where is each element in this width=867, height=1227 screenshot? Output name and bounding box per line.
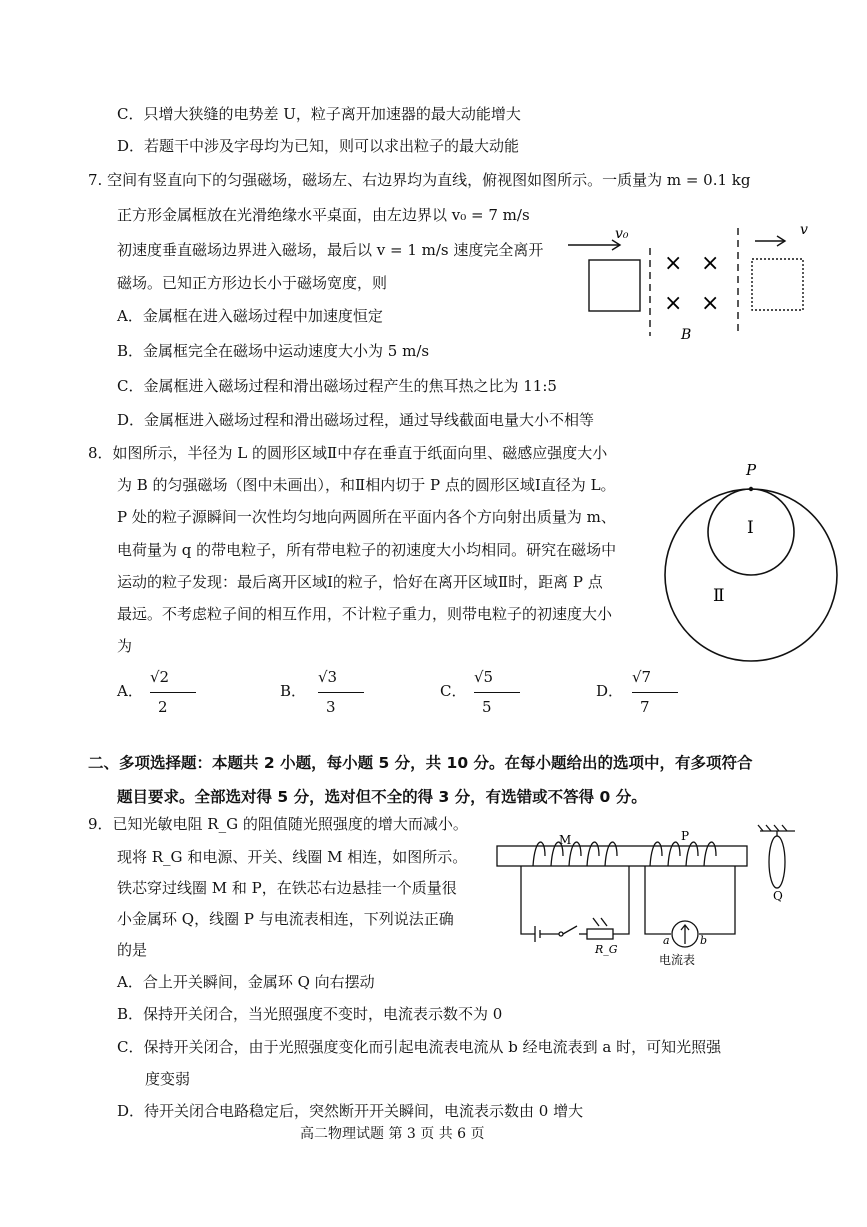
q7-option-b: B．金属框完全在磁场中运动速度大小为 5 m/s [117, 342, 430, 360]
q9-stem-line3: 铁芯穿过线圈 M 和 P，在铁芯右边悬挂一个质量很 [117, 879, 457, 897]
q7-stem-line1: 7. 空间有竖直向下的匀强磁场，磁场左、右边界均为直线，俯视图如图所示。一质量为 m = 0.1 kg [88, 171, 751, 189]
q8-stem-line6: 最远。不考虑粒子间的相互作用，不计粒子重力，则带电粒子的初速度大小 [117, 605, 613, 623]
q9-option-c-line2: 度变弱 [145, 1070, 191, 1088]
region-ii-label: Ⅱ [713, 586, 725, 606]
q8-option-a-label: A． [117, 682, 143, 700]
fraction-numerator: √2 [150, 668, 170, 686]
q9-option-d: D．待开关闭合电路稳定后，突然断开开关瞬间，电流表示数由 0 增大 [117, 1102, 584, 1120]
photoresistor-label: R_G [595, 943, 618, 956]
q7-cross-mark: × [701, 291, 720, 316]
fraction-denominator: 3 [326, 698, 336, 716]
q9-stem-line1: 9．已知光敏电阻 R_G 的阻值随光照强度的增大而减小。 [88, 815, 468, 833]
q6-option-c: C．只增大狭缝的电势差 U，粒子离开加速器的最大动能增大 [117, 105, 521, 123]
fraction-denominator: 2 [158, 698, 168, 716]
q8-stem-line1: 8．如图所示，半径为 L 的圆形区域Ⅱ中存在垂直于纸面向里、磁感应强度大小 [88, 444, 608, 462]
q9-option-c-line1: C．保持开关闭合，由于光照强度变化而引起电流表电流从 b 经电流表到 a 时，可知光照强 [117, 1038, 722, 1056]
q9-stem-line5: 的是 [117, 941, 148, 959]
q7-v0-label: v₀ [615, 226, 629, 242]
q6-option-d: D．若题干中涉及字母均为已知，则可以求出粒子的最大动能 [117, 137, 520, 155]
q7-cross-mark: × [664, 251, 683, 276]
terminal-b-label: b [700, 934, 708, 947]
q9-option-b: B．保持开关闭合，当光照强度不变时，电流表示数不为 0 [117, 1005, 503, 1023]
q7-b-label: B [681, 327, 692, 343]
q7-stem-line4: 磁场。已知正方形边长小于磁场宽度，则 [117, 274, 388, 292]
q7-v-label: v [800, 222, 808, 238]
q8-stem-line4: 电荷量为 q 的带电粒子，所有带电粒子的初速度大小均相同。研究在磁场中 [117, 541, 617, 559]
q7-option-d: D．金属框进入磁场过程和滑出磁场过程，通过导线截面电量大小不相等 [117, 411, 595, 429]
fraction-denominator: 5 [482, 698, 492, 716]
q9-stem-line2: 现将 R_G 和电源、开关、线圈 M 相连，如图所示。 [117, 848, 468, 866]
page-footer: 高二物理试题 第 3 页 共 6 页 [300, 1126, 485, 1142]
q7-figure [560, 218, 850, 348]
ammeter-label: 电流表 [659, 953, 696, 967]
ring-q-label: Q [773, 889, 783, 903]
q7-stem-line2: 正方形金属框放在光滑绝缘水平桌面，由左边界以 v₀ = 7 m/s [117, 206, 530, 224]
q8-stem-line3: P 处的粒子源瞬间一次性均匀地向两圆所在平面内各个方向射出质量为 m、 [117, 508, 616, 526]
q8-stem-line7: 为 [117, 637, 133, 655]
fraction-numerator: √3 [318, 668, 338, 686]
q8-option-d-label: D． [596, 682, 624, 700]
coil-m-label: M [559, 833, 572, 847]
q9-circuit-figure [495, 822, 815, 970]
q8-stem-line5: 运动的粒子发现：最后离开区域Ⅰ的粒子，恰好在离开区域Ⅱ时，距离 P 点 [117, 573, 603, 591]
q7-option-a: A．金属框在进入磁场过程中加速度恒定 [117, 307, 383, 325]
q8-stem-line2: 为 B 的匀强磁场（图中未画出），和Ⅱ相内切于 P 点的圆形区域Ⅰ直径为 L。 [117, 476, 616, 494]
coil-p-label: P [681, 829, 690, 843]
q7-cross-mark: × [664, 291, 683, 316]
section-two-heading-line1: 二、多项选择题：本题共 2 小题，每小题 5 分，共 10 分。在每小题给出的选项中，有多项符合 [88, 754, 753, 772]
fraction-denominator: 7 [640, 698, 650, 716]
fraction-numerator: √7 [632, 668, 652, 686]
q7-option-c: C．金属框进入磁场过程和滑出磁场过程产生的焦耳热之比为 11:5 [117, 377, 557, 395]
q8-option-c-label: C． [440, 682, 467, 700]
q8-option-b-label: B． [280, 682, 307, 700]
q9-stem-line4: 小金属环 Q，线圈 P 与电流表相连，下列说法正确 [117, 910, 454, 928]
q8-circles-figure [665, 455, 855, 665]
section-two-heading-line2: 题目要求。全部选对得 5 分，选对但不全的得 3 分，有选错或不答得 0 分。 [117, 788, 647, 806]
q9-option-a: A．合上开关瞬间，金属环 Q 向右摆动 [117, 973, 375, 991]
region-i-label: Ⅰ [747, 518, 754, 538]
q7-stem-line3: 初速度垂直磁场边界进入磁场，最后以 v = 1 m/s 速度完全离开 [117, 241, 544, 259]
point-p-label: P [746, 461, 757, 479]
terminal-a-label: a [663, 934, 670, 947]
fraction-numerator: √5 [474, 668, 494, 686]
q7-cross-mark: × [701, 251, 720, 276]
